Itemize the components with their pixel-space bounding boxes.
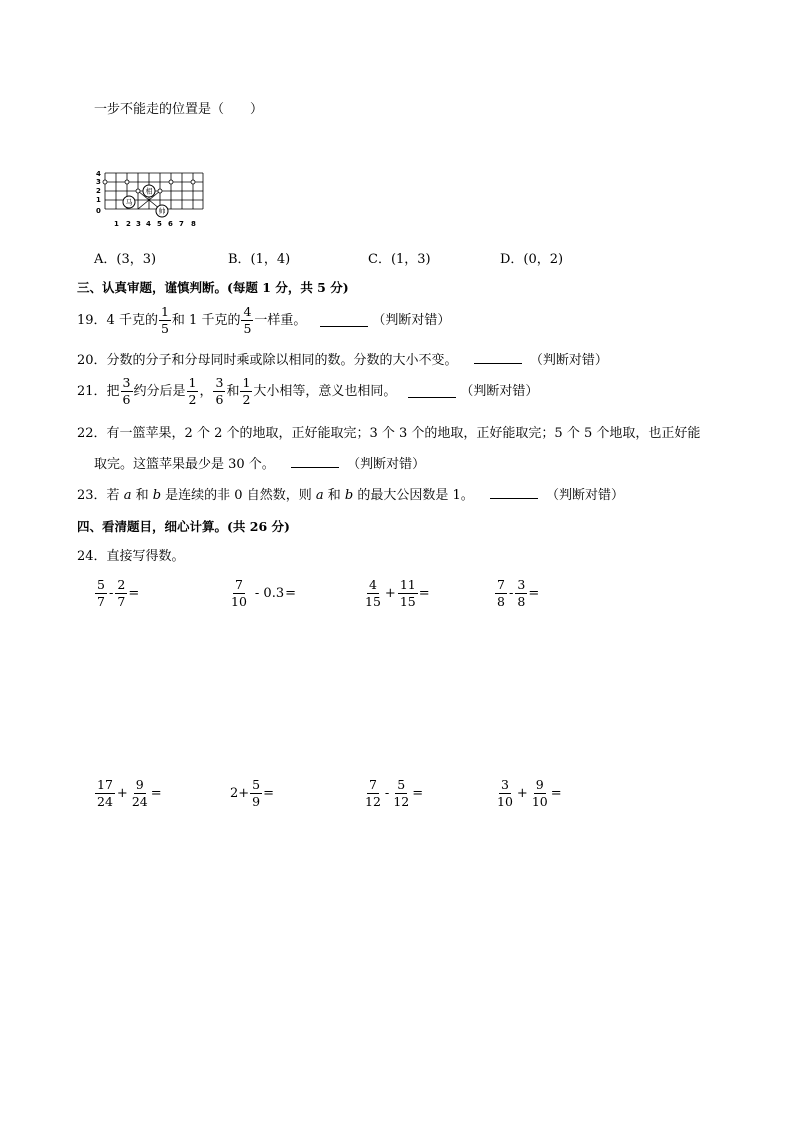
expression-4: $\frac{7}{8}$ - $\frac{3}{8}$ = — [497, 577, 540, 609]
answer-blank[interactable] — [474, 351, 522, 364]
expression-3: $\frac{4}{15}$ + $\frac{11}{15}$ = — [365, 577, 430, 609]
option-c[interactable]: C．(1，3) — [368, 252, 431, 267]
option-b[interactable]: B．(1，4) — [228, 252, 291, 267]
fraction: $\frac{1}{5}$ — [160, 304, 169, 336]
y-label-3: 3 — [96, 178, 101, 186]
x-label-5: 5 — [157, 220, 162, 228]
svg-text:帅: 帅 — [158, 207, 166, 216]
question-19: 19． 4 千克的 $\frac{1}{5}$ 和 1 千克的 $\frac{4}{5}$ 一样重。 （判断对错） — [77, 304, 451, 336]
option-a[interactable]: A．(3，3) — [94, 252, 157, 267]
question-22-line-1: 22．有一篮苹果，2 个 2 个的地取，正好能取完；3 个 3 个的地取，正好能取完；5 个 5 个地取，也正好能 — [77, 426, 701, 441]
chess-grid-figure — [94, 168, 206, 230]
fraction: $\frac{3}{6}$ — [122, 375, 131, 407]
fraction: $\frac{1}{2}$ — [242, 375, 251, 407]
y-label-2: 2 — [96, 187, 101, 195]
answer-blank[interactable] — [320, 314, 368, 327]
option-d[interactable]: D．(0，2) — [500, 252, 564, 267]
expression-2: $\frac{7}{10}$ - 0.3 = — [231, 577, 297, 609]
expression-7: $\frac{7}{12}$ - $\frac{5}{12}$ = — [365, 777, 424, 809]
x-label-1: 1 — [114, 220, 119, 228]
y-label-4: 4 — [96, 170, 101, 178]
section-4-heading: 四、看清题目，细心计算。(共 26 分) — [77, 519, 290, 534]
question-23: 23．若 a 和 b 是连续的非 0 自然数，则 a 和 b 的最大公因数是 1。 （判断对错） — [77, 488, 625, 503]
x-label-7: 7 — [179, 220, 184, 228]
section-3-heading: 三、认真审题，谨慎判断。(每题 1 分，共 5 分) — [77, 280, 349, 295]
expression-6: 2+ $\frac{5}{9}$ = — [230, 777, 275, 809]
q18-tail: 一步不能走的位置是（ ） — [94, 102, 264, 117]
answer-blank[interactable] — [408, 385, 456, 398]
y-label-1: 1 — [96, 196, 101, 204]
answer-blank[interactable] — [490, 486, 538, 499]
x-label-4: 4 — [146, 220, 151, 228]
svg-text:马: 马 — [125, 198, 133, 207]
expression-8: $\frac{3}{10}$ + $\frac{9}{10}$ = — [497, 777, 562, 809]
question-22-line-2: 取完。这篮苹果最少是 30 个。 （判断对错） — [94, 457, 426, 472]
x-label-8: 8 — [191, 220, 196, 228]
fraction: $\frac{1}{2}$ — [188, 375, 197, 407]
fraction: $\frac{3}{6}$ — [215, 375, 224, 407]
question-20: 20．分数的分子和分母同时乘或除以相同的数。分数的大小不变。 （判断对错） — [77, 353, 608, 368]
x-label-2: 2 — [126, 220, 131, 228]
expression-5: $\frac{17}{24}$ + $\frac{9}{24}$ = — [97, 777, 162, 809]
question-24: 24．直接写得数。 — [77, 549, 185, 564]
answer-blank[interactable] — [291, 455, 339, 468]
y-label-0: 0 — [96, 207, 101, 215]
expression-1: $\frac{5}{7}$ - $\frac{2}{7}$ = — [97, 577, 140, 609]
x-label-3: 3 — [136, 220, 141, 228]
x-label-6: 6 — [168, 220, 173, 228]
question-21: 21．把 $\frac{3}{6}$ 约分后是 $\frac{1}{2}$ ， $\frac{3}{6}$ 和 $\frac{1}{2}$ 大小相等，意义也相同。 （判断对错） — [77, 375, 539, 407]
svg-text:相: 相 — [145, 187, 153, 196]
fraction: $\frac{4}{5}$ — [243, 304, 252, 336]
